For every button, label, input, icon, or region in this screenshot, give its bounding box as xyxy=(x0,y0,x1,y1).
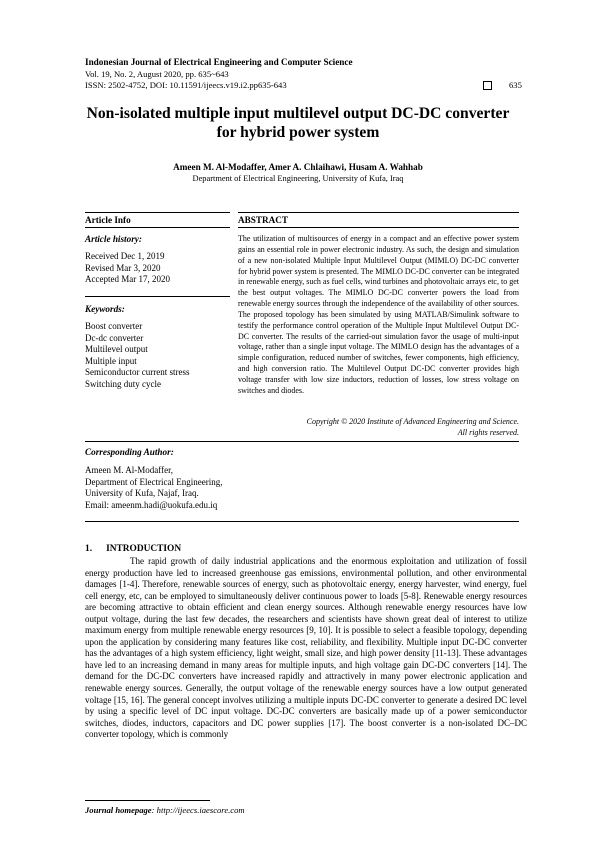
history-accepted: Accepted Mar 17, 2020 xyxy=(85,274,170,285)
history-list xyxy=(85,251,170,286)
homepage-url[interactable]: http://ijeecs.iaescore.com xyxy=(156,805,245,815)
abstract-heading: ABSTRACT xyxy=(238,215,289,225)
corresponding-details xyxy=(85,465,222,511)
copyright-line-1: Copyright © 2020 Institute of Advanced Engineering and Science. xyxy=(306,417,519,426)
issn-doi: ISSN: 2502-4752, DOI: 10.11591/ijeecs.v19.i2.pp635-643 xyxy=(85,80,287,90)
history-revised: Revised Mar 3, 2020 xyxy=(85,262,161,273)
corresponding-rule-bottom xyxy=(85,521,519,522)
paper-title xyxy=(60,104,536,142)
keyword: Switching duty cycle xyxy=(85,378,161,389)
page-number: 635 xyxy=(509,80,522,90)
keyword: Dc-dc converter xyxy=(85,332,144,343)
section-heading-introduction: 1. INTRODUCTION xyxy=(85,544,182,554)
title-line-1: Non-isolated multiple input multilevel output DC-DC converter xyxy=(86,105,510,122)
introduction-body xyxy=(85,556,527,741)
journal-homepage: Journal homepage: http://ijeecs.iaescore.com xyxy=(85,805,245,815)
journal-name: Indonesian Journal of Electrical Engineering and Computer Science xyxy=(85,57,353,67)
keywords-heading: Keywords: xyxy=(85,304,125,314)
top-rule-left xyxy=(85,212,230,213)
introduction-paragraph: The rapid growth of daily industrial applications and the enormous exploitation and utilization of fossil energy production have led to increased greenhouse gas emissions, environmental pollution, and other environmental damages [1-4]. Therefore, renewable sources of energy, such as photovoltaic energy, energy harvester, wind energy, fuel cell energy, etc, can be employed to simultaneously deliver continuous power to loads [5-8]. Renewable energy resources are becoming attractive to obtain efficient and clean energy sources. Although renewable energy resources have low output voltage, during the last few decades, the researchers and scientists have shown great deal of interest to utilize maximum energy from multiple renewable energy resources [9, 10]. It is possible to select a feasible topology, depending upon the application by considering many features like cost, reliability, and flexibility. Multiple input DC-DC converter has the advantages of a high system efficiency, light weight, small size, and high power density [11-13]. These advantages have led to an increasing demand in many areas for multiple inputs, and high voltage gain DC-DC converters [14]. The demand for the DC-DC converters have increased rapidly and attractively in many power electronic application and renewable energy sources. Generally, the output voltage of the renewable energy sources have a low output generated voltage [15, 16]. The general concept involves utilizing a multiple inputs DC-DC converter to generate a desired DC level by using a specific level of DC input voltage. DC-DC converters are basically made up of a power semiconductor switches, diodes, inductors, capacitors and DC power supplies [17]. The boost converter is a non-isolated DC–DC converter topology, which is commonly xyxy=(85,556,527,740)
top-rule-right xyxy=(238,212,519,213)
history-heading: Article history: xyxy=(85,234,142,244)
info-rule-left xyxy=(85,227,230,228)
history-rule xyxy=(85,296,230,297)
authors: Ameen M. Al-Modaffer, Amer A. Chlaihawi, Husam A. Wahhab xyxy=(173,162,423,172)
corresponding-name: Ameen M. Al-Modaffer, xyxy=(85,465,173,475)
history-received: Received Dec 1, 2019 xyxy=(85,251,165,261)
title-line-2: for hybrid power system xyxy=(216,124,380,141)
article-info-heading: Article Info xyxy=(85,215,131,225)
homepage-label: Journal homepage xyxy=(85,805,152,815)
corresponding-university: University of Kufa, Najaf, Iraq. xyxy=(85,488,199,499)
abstract-text: The utilization of multisources of energy in a compact and an effective power system gains an essential role in power electronic industry. As such, the design and simulation of a new non-isolated Multiple Input Multilevel Output (MIMLO) DC-DC converter for hybrid power system is presented. The MIMLO DC-DC converter can be integrated in renewable energy, such as fuel cells, wind turbines and photovoltaic arrays etc, to get the best output voltages. The MIMLO DC-DC converter powers the load from renewable energy sources through the independence of the availability of other sources. The proposed topology has been simulated by using MATLAB/Simulink software to testify the performance control operation of the Multiple Input Multilevel Output DC-DC converter. The results of the carried-out simulation favor the usage of multi-input voltage, rather than a single input voltage. The MIMLO design has the advantages of a simple configuration, reduced number of switches, fewer components, high efficiency, and high conversion ratio. The Multilevel Output DC-DC converter provides high voltage transfer with low size inductors, reduction of losses, low stress voltage on switches and diodes. xyxy=(238,234,519,395)
info-rule-right xyxy=(238,227,519,228)
keyword: Boost converter xyxy=(85,321,143,331)
keyword: Multilevel output xyxy=(85,344,148,355)
square-icon xyxy=(483,81,492,90)
keyword: Semiconductor current stress xyxy=(85,367,190,378)
corresponding-department: Department of Electrical Engineering, xyxy=(85,476,223,487)
affiliation: Department of Electrical Engineering, University of Kufa, Iraq xyxy=(192,174,404,183)
corresponding-rule-top xyxy=(85,441,519,442)
footer-rule xyxy=(85,800,210,801)
copyright xyxy=(238,417,519,439)
corresponding-heading: Corresponding Author: xyxy=(85,447,174,457)
keywords-list xyxy=(85,321,189,391)
volume-info: Vol. 19, No. 2, August 2020, pp. 635~643 xyxy=(85,69,229,79)
copyright-line-2: All rights reserved. xyxy=(457,427,519,437)
keyword: Multiple input xyxy=(85,355,137,366)
corresponding-email: Email: ameenm.hadi@uokufa.edu.iq xyxy=(85,499,218,510)
